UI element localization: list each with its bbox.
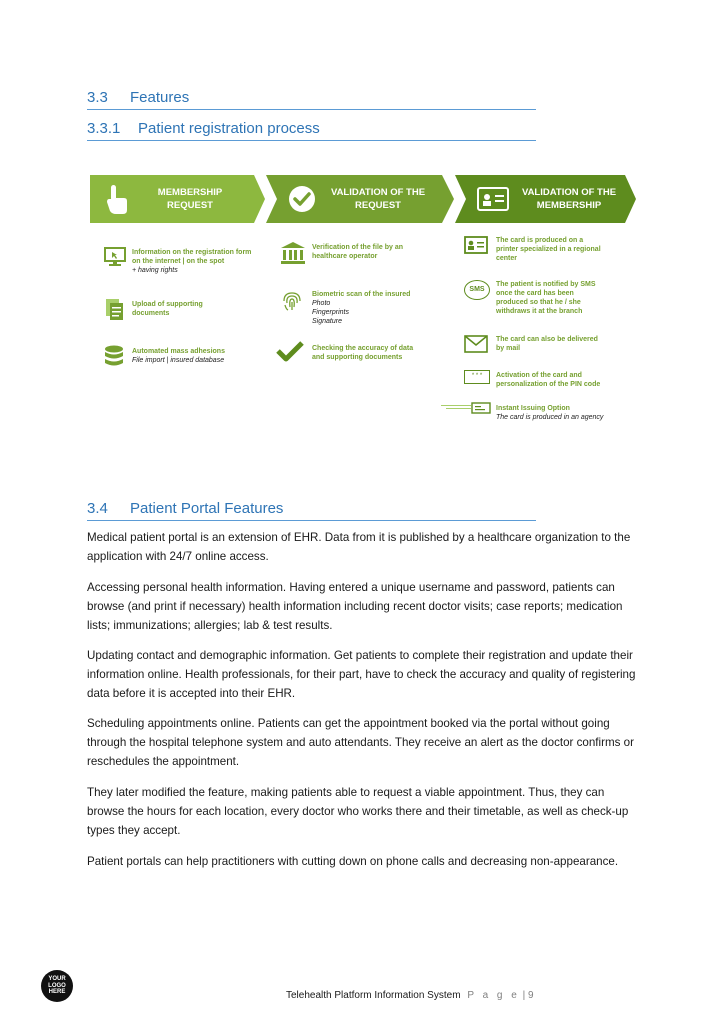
- id-card-icon: [464, 236, 488, 254]
- item-title: Automated mass adhesions: [132, 348, 225, 355]
- envelope-icon: [464, 335, 488, 353]
- item-title: produced so that he / she: [496, 299, 581, 306]
- paragraph: Updating contact and demographic information. Get patients to complete their registration and update their information online. Health professionals, for their part, have to check the accuracy and quality of registering data before it is accepted into their EHR.: [87, 649, 636, 700]
- paragraph: Scheduling appointments online. Patients can get the appointment booked via the portal without going through the hospital telephone system and auto attendants. They receive an alert as the doctor confirms or reschedules the appointment.: [87, 717, 634, 768]
- section-title: Patient Portal Features: [130, 500, 284, 517]
- paragraph: They later modified the feature, making patients able to request a viable appointment. Thus, they can browse the hours for each location, every doctor who works there and their timetable, as well as check-up types they accept.: [87, 786, 629, 837]
- item-title: The card can also be delivered: [496, 336, 598, 343]
- item-title: and supporting documents: [312, 354, 403, 361]
- step-label-line: MEMBERSHIP: [536, 200, 602, 211]
- step-validation-request: [266, 175, 454, 223]
- item-subtitle: Signature: [312, 318, 342, 325]
- item-subtitle: File import | insured database: [132, 357, 225, 364]
- list-item: [312, 290, 442, 326]
- item-title: Checking the accuracy of data: [312, 345, 414, 352]
- item-title: withdraws it at the branch: [496, 308, 583, 315]
- step-validation-membership: [455, 175, 636, 223]
- list-item: [132, 347, 272, 365]
- item-title: Verification of the file by an: [312, 244, 404, 251]
- list-item: [471, 371, 626, 389]
- step-membership-request: [90, 175, 265, 223]
- item-subtitle: Photo: [312, 300, 331, 307]
- list-item: [132, 300, 272, 318]
- hand-pointer-icon: [104, 183, 130, 215]
- section-heading-3-3: [87, 89, 536, 110]
- item-subtitle: Fingerprints: [312, 309, 349, 316]
- list-item: [312, 243, 442, 261]
- item-title: once the card has been: [496, 290, 574, 297]
- card-issuing-icon: [440, 402, 492, 414]
- footer-page-word: P a g e: [467, 990, 520, 1001]
- item-title: Activation of the card and: [496, 372, 582, 379]
- logo-text: HERE: [48, 989, 66, 995]
- section-number: 3.3.1: [87, 120, 121, 137]
- section-number: 3.4: [87, 500, 108, 517]
- checkmark-icon: [276, 340, 304, 362]
- list-item: [132, 248, 272, 275]
- page-footer: [286, 990, 534, 1001]
- footer-page-number: | 9: [522, 990, 534, 1001]
- step-label-line: VALIDATION OF THE: [330, 187, 426, 198]
- list-item: [469, 280, 626, 316]
- item-title: personalization of the PIN code: [496, 381, 601, 388]
- item-title: The patient is notified by SMS: [496, 281, 596, 288]
- section-title: Patient registration process: [138, 120, 320, 137]
- paragraph: Medical patient portal is an extension of EHR. Data from it is published by a healthcare organization to the application with 24/7 online access.: [87, 531, 631, 563]
- computer-icon: [104, 246, 126, 268]
- step-label-line: MEMBERSHIP: [157, 187, 223, 198]
- item-title: Biometric scan of the insured: [312, 291, 411, 298]
- item-title: on the internet | on the spot: [132, 258, 225, 265]
- item-title: Information on the registration form: [132, 249, 252, 256]
- item-title: Upload of supporting: [132, 301, 203, 308]
- section-number: 3.3: [87, 89, 108, 106]
- step-label-line: REQUEST: [355, 200, 401, 211]
- id-card-icon: [477, 187, 509, 211]
- list-item: [312, 344, 442, 362]
- list-item: [496, 404, 636, 422]
- step-label-line: VALIDATION OF THE: [521, 187, 617, 198]
- item-title: center: [496, 255, 518, 262]
- fingerprint-icon: [280, 289, 304, 313]
- footer-doc-title: Telehealth Platform Information System: [286, 990, 461, 1001]
- step-label-line: REQUEST: [167, 200, 213, 211]
- sms-icon: SMS: [464, 280, 490, 300]
- section-heading-3-3-1: [87, 120, 536, 141]
- section-heading-3-4: [87, 500, 536, 521]
- item-title: healthcare operator: [312, 253, 378, 260]
- logo-text: LOGO: [48, 982, 66, 989]
- check-circle-icon: [288, 185, 316, 213]
- section-title: Features: [130, 89, 190, 106]
- paragraph: Patient portals can help practitioners with cutting down on phone calls and decreasing non-appearance.: [87, 855, 619, 868]
- item-subtitle: + having rights: [132, 267, 178, 274]
- building-icon: [280, 241, 306, 265]
- item-subtitle: The card is produced in an agency: [496, 414, 604, 421]
- pin-card-icon: * * *: [464, 370, 490, 384]
- paragraph: Accessing personal health information. Having entered a unique username and password, patients can browse (and print if necessary) health information including recent doctor visits; case reports; medication lists; immunizations; allergies; lab & test results.: [87, 581, 623, 632]
- item-title: The card is produced on a: [496, 237, 584, 244]
- item-title: Instant Issuing Option: [496, 405, 570, 412]
- item-title: by mail: [496, 345, 521, 352]
- item-title: printer specialized in a regional: [496, 246, 601, 253]
- logo-text: YOUR: [48, 976, 66, 982]
- item-title: documents: [132, 310, 170, 317]
- list-item: [496, 236, 626, 263]
- registration-process-diagram: [90, 175, 636, 425]
- company-logo: [41, 970, 73, 1002]
- documents-icon: [104, 298, 126, 322]
- database-icon: [104, 345, 124, 369]
- list-item: [496, 335, 626, 353]
